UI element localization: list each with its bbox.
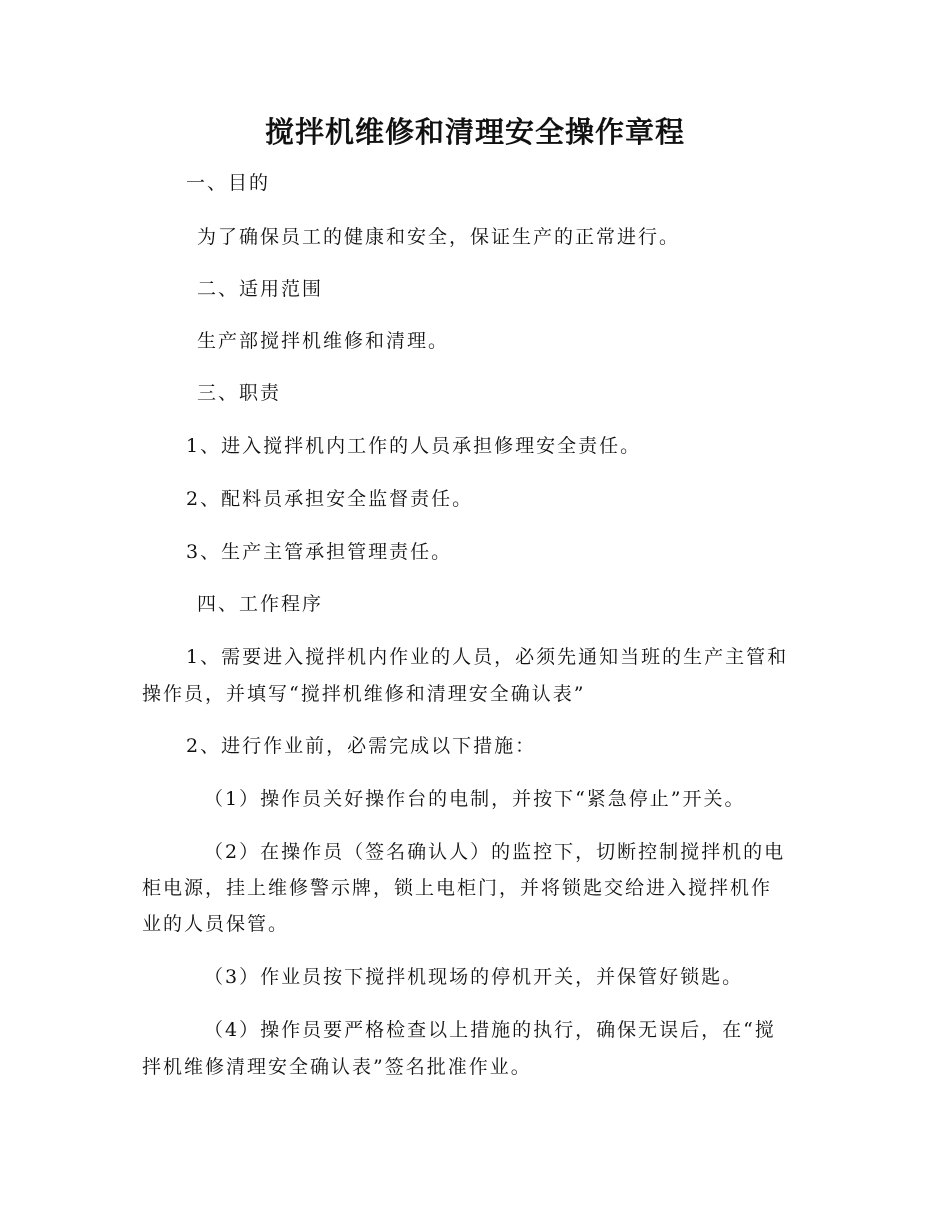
section-heading-scope: 二、适用范围 bbox=[197, 278, 324, 300]
duty-item-2: 2、配料员承担安全监督责任。 bbox=[186, 488, 474, 510]
measure-4-line-2: 拌机维修清理安全确认表”签名批准作业。 bbox=[142, 1056, 532, 1078]
section-heading-procedure: 四、工作程序 bbox=[197, 593, 324, 615]
measure-1: （1）操作员关好操作台的电制，并按下“紧急停止”开关。 bbox=[204, 788, 746, 810]
measure-2-line-3: 业的人员保管。 bbox=[142, 913, 290, 935]
duty-item-1: 1、进入搅拌机内工作的人员承担修理安全责任。 bbox=[186, 435, 642, 457]
section-heading-purpose: 一、目的 bbox=[186, 172, 271, 194]
measure-3: （3）作业员按下搅拌机现场的停机开关，并保管好锁匙。 bbox=[204, 966, 744, 988]
measure-4-line-1: （4）操作员要严格检查以上措施的执行，确保无误后，在“搅 bbox=[204, 1019, 776, 1041]
procedure-step-1-line-1: 1、需要进入搅拌机内作业的人员，必须先通知当班的生产主管和 bbox=[186, 646, 789, 668]
section-heading-duties: 三、职责 bbox=[197, 382, 282, 404]
section-body-scope: 生产部搅拌机维修和清理。 bbox=[197, 330, 450, 352]
document-title: 搅拌机维修和清理安全操作章程 bbox=[264, 115, 685, 149]
procedure-step-1-line-2: 操作员，并填写“搅拌机维修和清理安全确认表” bbox=[142, 683, 586, 705]
measure-2-line-1: （2）在操作员（签名确认人）的监控下，切断控制搅拌机的电 bbox=[204, 841, 786, 863]
section-body-purpose: 为了确保员工的健康和安全，保证生产的正常进行。 bbox=[197, 226, 681, 248]
duty-item-3: 3、生产主管承担管理责任。 bbox=[186, 541, 453, 563]
measure-2-line-2: 柜电源，挂上维修警示牌，锁上电柜门，并将锁匙交给进入搅拌机作 bbox=[142, 877, 773, 899]
procedure-step-2: 2、进行作业前，必需完成以下措施： bbox=[186, 735, 537, 757]
